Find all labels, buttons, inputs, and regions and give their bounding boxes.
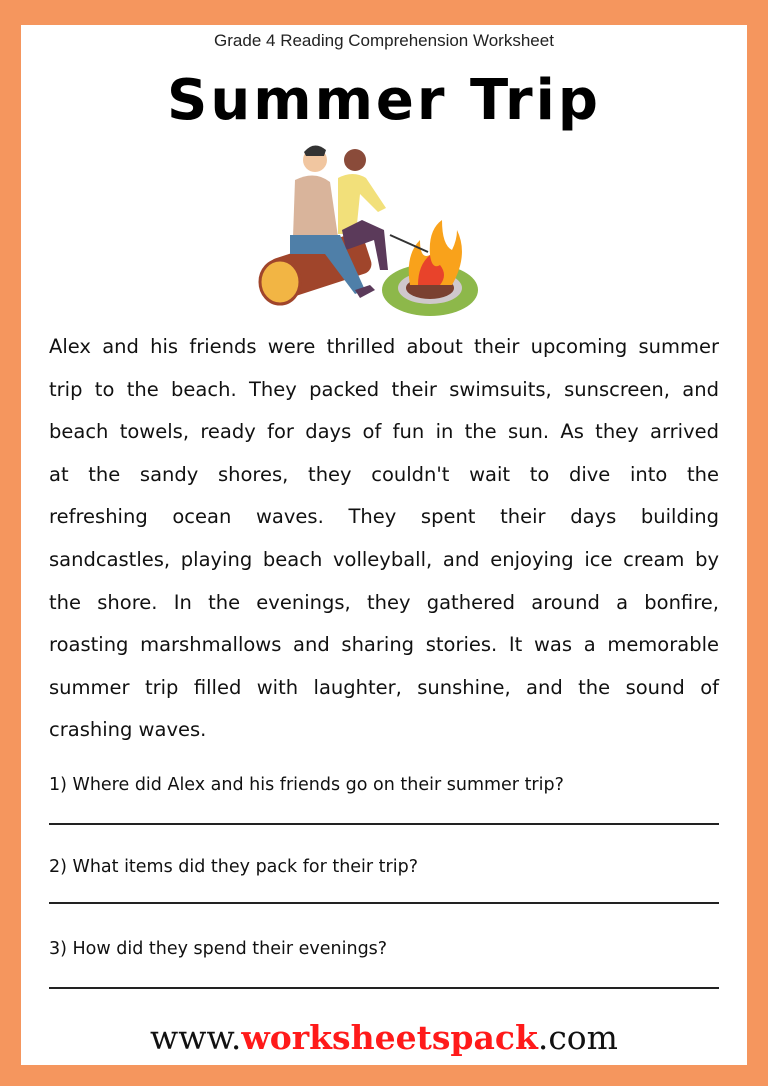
reading-passage bbox=[49, 330, 719, 756]
question-2: 2) What items did they pack for their trip? bbox=[49, 857, 418, 877]
website-footer bbox=[0, 1018, 768, 1057]
passage-line: roasting marshmallows and sharing stories. It was a memorable bbox=[49, 633, 719, 657]
answer-line-2[interactable] bbox=[49, 902, 719, 904]
campfire-couple-illustration bbox=[250, 140, 490, 320]
footer-brand: worksheetspack bbox=[241, 1018, 538, 1057]
passage-line: refreshing ocean waves. They spent their days building bbox=[49, 505, 719, 529]
answer-line-1[interactable] bbox=[49, 823, 719, 825]
question-1: 1) Where did Alex and his friends go on their summer trip? bbox=[49, 775, 564, 795]
passage-line: the shore. In the evenings, they gathered around a bonfire, bbox=[49, 590, 719, 614]
passage-line: summer trip filled with laughter, sunshine, and the sound of bbox=[49, 675, 719, 699]
passage-line: at the sandy shores, they couldn't wait to dive into the bbox=[49, 462, 719, 486]
passage-line: Alex and his friends were thrilled about their upcoming summer bbox=[49, 335, 719, 358]
passage-line: beach towels, ready for days of fun in the sun. As they arrived bbox=[49, 420, 719, 444]
footer-prefix: www. bbox=[150, 1018, 242, 1057]
worksheet-subtitle: Grade 4 Reading Comprehension Worksheet bbox=[214, 31, 554, 50]
passage-line: sandcastles, playing beach volleyball, and enjoying ice cream by bbox=[49, 547, 719, 571]
worksheet-title: Summer Trip bbox=[167, 68, 601, 133]
question-3: 3) How did they spend their evenings? bbox=[49, 939, 388, 959]
passage-line: crashing waves. bbox=[49, 718, 207, 742]
footer-suffix: .com bbox=[537, 1018, 618, 1057]
answer-line-3[interactable] bbox=[49, 987, 719, 989]
passage-line: trip to the beach. They packed their swimsuits, sunscreen, and bbox=[49, 377, 719, 401]
